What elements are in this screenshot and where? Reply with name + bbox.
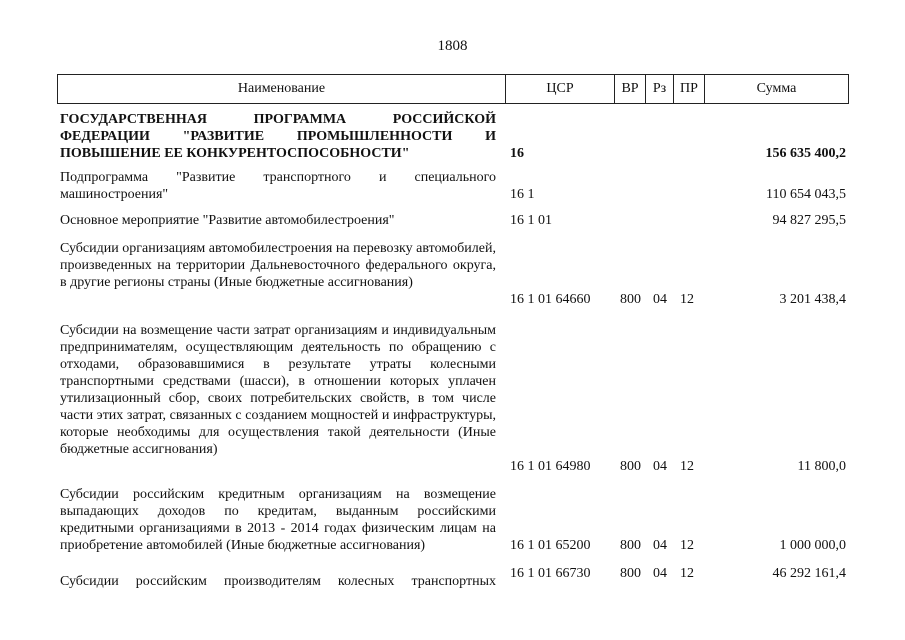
page-number: 1808 [437,38,468,54]
table-row [60,322,846,475]
table-row [60,169,846,203]
row-sum: 1 000 000,0 [779,538,846,553]
row-vr: 800 [620,538,641,553]
row-sum: 94 827 295,5 [772,213,846,228]
row-pr: 12 [680,538,694,553]
row-sum: 46 292 161,4 [772,566,846,581]
row-name: Подпрограмма "Развитие транспортного и специального машиностроения" [60,170,496,202]
table-row [60,111,846,162]
row-pr: 12 [680,292,694,307]
row-pr: 12 [680,566,694,581]
row-name: ГОСУДАРСТВЕННАЯ ПРОГРАММА РОССИЙСКОЙ ФЕДЕРАЦИИ "РАЗВИТИЕ ПРОМЫШЛЕННОСТИ И ПОВЫШЕНИЕ ЕЕ КОНКУРЕНТОСПОСОБНОСТИ" [60,112,496,161]
row-vr: 800 [620,292,641,307]
row-vr: 800 [620,566,641,581]
row-csr: 16 1 01 64980 [510,459,591,474]
table-row [60,565,846,599]
row-csr: 16 1 01 65200 [510,538,591,553]
row-sum: 3 201 438,4 [779,292,846,307]
row-name: Субсидии российским кредитным организациям на возмещение выпадающих доходов по кредитам, выданным российскими кредитными организациями в 2013 - 2014 годах физическим лицам на приобретение автомобилей (Иные бюджетные ассигнования) [60,487,496,553]
row-csr: 16 1 01 [510,213,552,228]
header-pr: ПР [674,75,705,103]
row-name: Субсидии российским производителям колесных транспортных [60,574,496,589]
row-rz: 04 [653,459,667,474]
row-name: Основное мероприятие "Развитие автомобилестроения" [60,213,395,228]
table-row [60,240,846,308]
row-csr: 16 1 [510,187,535,202]
row-name: Субсидии на возмещение части затрат организациям и индивидуальным предпринимателям, осуществляющим деятельность по обращению с отходами, образовавшимися в результате утраты колесными транспортными средствами (шасси), в отношении которых уплачен утилизационный сбор, своих потребительских свойств, в том числе части этих затрат, связанных с созданием мощностей и инфраструктуры, которые необходимы для осуществления такой деятельности (Иные бюджетные ассигнования) [60,323,496,457]
header-vr: ВР [615,75,646,103]
row-csr: 16 [510,146,524,161]
row-vr: 800 [620,459,641,474]
row-csr: 16 1 01 64660 [510,292,591,307]
row-rz: 04 [653,292,667,307]
row-rz: 04 [653,538,667,553]
row-csr: 16 1 01 66730 [510,566,591,581]
table-row [60,212,846,229]
header-name: Наименование [58,75,506,103]
row-sum: 11 800,0 [797,459,846,474]
row-sum: 110 654 043,5 [766,187,846,202]
row-pr: 12 [680,459,694,474]
table-header [57,74,849,104]
header-csr: ЦСР [506,75,615,103]
row-name: Субсидии организациям автомобилестроения на перевозку автомобилей, произведенных на территории Дальневосточного федерального округа, в другие регионы страны (Иные бюджетные ассигнования) [60,241,496,290]
row-rz: 04 [653,566,667,581]
header-rz: Рз [646,75,674,103]
header-sum: Сумма [756,81,797,96]
row-sum: 156 635 400,2 [765,146,846,161]
table-row [60,486,846,554]
